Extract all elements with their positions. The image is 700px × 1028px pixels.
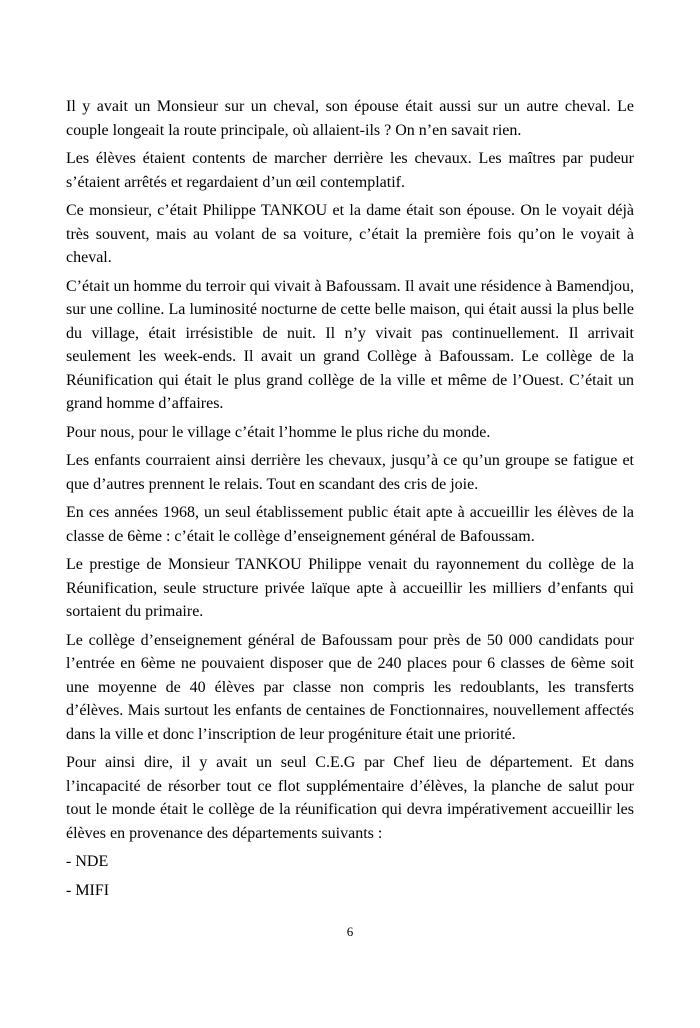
paragraph: Pour ainsi dire, il y avait un seul C.E.G par Chef lieu de département. Et dans l’incapacité de résorber tout ce flot supplémentaire d’élèves, la planche de salut pour tout le monde était le collège de la réunification qui devra impérativement accueillir les élèves en provenance des départements suivants : <box>66 754 634 842</box>
paragraph: Pour nous, pour le village c’était l’homme le plus riche du monde. <box>66 423 491 441</box>
list-item: - MIFI <box>66 881 110 899</box>
paragraph: Ce monsieur, c’était Philippe TANKOU et la dame était son épouse. On le voyait déjà très souvent, mais au volant de sa voiture, c’était la première fois qu’on le voyait à cheval. <box>66 202 634 266</box>
paragraph: C’était un homme du terroir qui vivait à Bafoussam. Il avait une résidence à Bamendjou, sur une colline. La luminosité nocturne de cette belle maison, qui était aussi la plus belle du village, était irrésistible de nuit. Il n’y vivait pas continuellement. Il arrivait seulement les week-ends. Il avait un grand Collège à Bafoussam. Le collège de la Réunification qui était le plus grand collège de la ville et même de l’Ouest. C’était un grand homme d’affaires. <box>66 277 634 412</box>
paragraph: Les élèves étaient contents de marcher derrière les chevaux. Les maîtres par pudeur s’étaient arrêtés et regardaient d’un œil contemplatif. <box>66 150 634 191</box>
paragraph: Le collège d’enseignement général de Bafoussam pour près de 50 000 candidats pour l’entrée en 6ème ne pouvaient disposer que de 240 places pour 6 classes de 6ème soit une moyenne de 40 élèves par classe non compris les redoublants, les transferts d’élèves. Mais surtout les enfants de centaines de Fonctionnaires, nouvellement affectés dans la ville et donc l’inscription de leur progéniture était une priorité. <box>66 631 634 743</box>
paragraph: Les enfants courraient ainsi derrière les chevaux, jusqu’à ce qu’un groupe se fatigue et que d’autres prennent le relais. Tout en scandant des cris de joie. <box>66 452 634 493</box>
paragraph: Le prestige de Monsieur TANKOU Philippe venait du rayonnement du collège de la Réunification, seule structure privée laïque apte à accueillir les milliers d’enfants qui sortaient du primaire. <box>66 556 634 620</box>
paragraph: Il y avait un Monsieur sur un cheval, son épouse était aussi sur un autre cheval. Le couple longeait la route principale, où allaient-ils ? On n’en savait rien. <box>66 98 634 139</box>
list-item: - NDE <box>66 853 109 870</box>
paragraph: En ces années 1968, un seul établissement public était apte à accueillir les élèves de la classe de 6ème : c’était le collège d’enseignement général de Bafoussam. <box>66 504 634 545</box>
text-content <box>66 95 634 907</box>
page-number: 6 <box>346 924 354 939</box>
